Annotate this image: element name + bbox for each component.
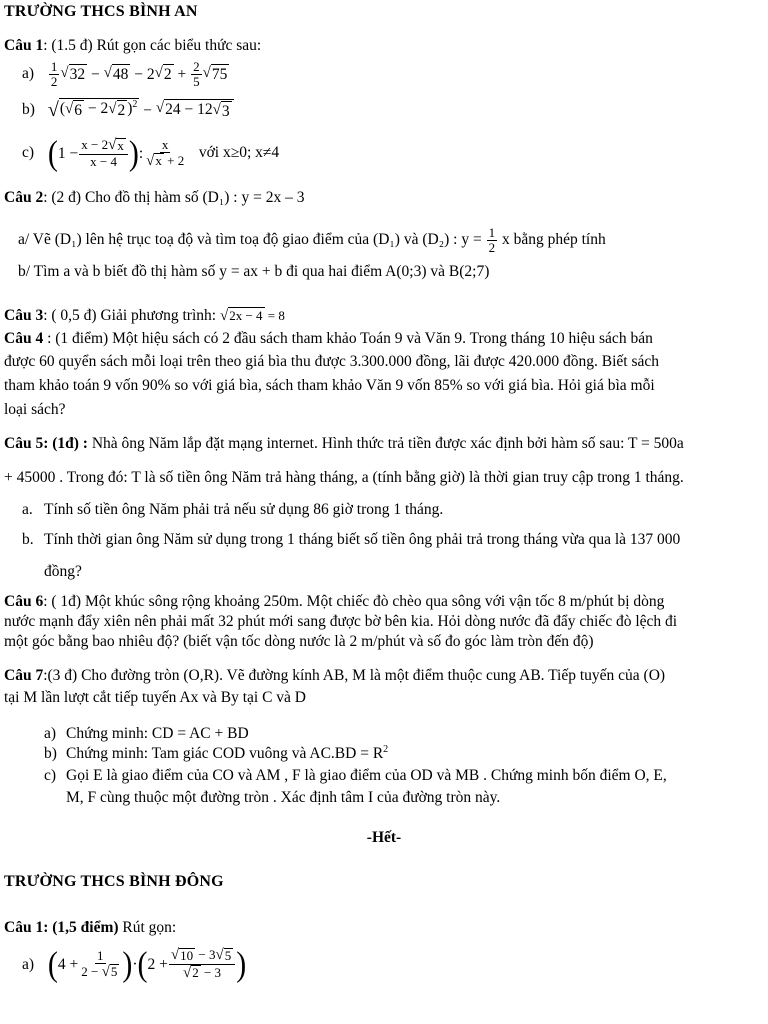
question-2-heading	[4, 188, 768, 207]
question-4-line-4: loại sách?	[4, 401, 66, 418]
question-3-equation: √ 2x − 4 = 8	[219, 308, 285, 325]
question-5-line-2: + 45000 . Trong đó: T là số tiền ông Năm trả hàng tháng, a (tính bằng giờ) là thời gian truy cập trong 1 tháng.	[4, 469, 684, 486]
section-2-question-1-heading	[4, 918, 768, 937]
question-1b-label: b)	[22, 101, 35, 119]
question-7b-text: Chứng minh: Tam giác COD vuông và AC.BD = R	[66, 745, 384, 763]
question-7a	[44, 724, 249, 743]
question-7-line-1	[4, 666, 768, 685]
question-5b-line-2: đồng?	[44, 563, 82, 580]
question-5a-label: a.	[22, 501, 33, 518]
question-1c	[22, 134, 280, 172]
section-2-question-1a-expression: ( 4 + 1 2 − √ 5 ) · ( 2 + √ 10 − 3 √ 5 √ 2 − 3 )	[47, 945, 247, 984]
section-2-question-1-text: Rút gọn:	[118, 919, 177, 936]
question-5a	[22, 500, 443, 519]
question-1c-label: c)	[22, 144, 35, 162]
question-7-label: Câu 7	[4, 667, 44, 684]
question-5b-label: b.	[22, 531, 34, 548]
question-7b-label: b)	[44, 745, 57, 763]
question-3-radicand: 2x − 4	[228, 307, 264, 326]
question-6-line-1	[4, 592, 768, 611]
question-3-heading	[4, 306, 768, 326]
question-1c-expression: ( 1 − x − 2 √ x x − 4 ) : x √ x + 2	[47, 134, 185, 172]
question-2-label: Câu 2	[4, 189, 44, 206]
question-1b	[22, 98, 234, 123]
question-4-line-1-text: : (1 điểm) Một hiệu sách có 2 đầu sách tham khảo Toán 9 và Văn 9. Trong tháng 10 hiệu sách bán	[43, 330, 653, 347]
question-7-line-2: tại M lần lượt cắt tiếp tuyến Ax và By tại C và D	[4, 689, 307, 706]
question-6-line-1-text: : ( 1đ) Một khúc sông rộng khoảng 250m. Một chiếc đò chèo qua sông với vận tốc 8 m/phút bị dòng	[43, 593, 665, 610]
question-3-rhs: = 8	[267, 308, 285, 324]
question-7b	[44, 744, 388, 764]
question-2-text: : (2 đ) Cho đồ thị hàm số (D₁) : y = 2x – 3	[43, 189, 305, 206]
question-6-label: Câu 6	[4, 593, 44, 610]
question-4-line-3: tham khảo toán 9 vốn 90% so với giá bìa, sách tham khảo Văn 9 vốn 85% so với giá bìa. Hỏi giá bìa mỗi	[4, 377, 655, 394]
question-2a-text: a/ Vẽ (D₁) lên hệ trục toạ độ và tìm toạ độ giao điểm của (D₁) và (D₂) : y =	[18, 231, 482, 249]
question-2a	[18, 226, 606, 255]
question-1-heading	[4, 36, 768, 55]
section-2-question-1a-label: a)	[22, 955, 35, 973]
question-7a-text: Chứng minh: CD = AC + BD	[66, 725, 249, 742]
question-7c-line-2: M, F cùng thuộc một đường tròn . Xác định tâm I của đường tròn này.	[66, 789, 501, 806]
section-2-question-1-label: Câu 1: (1,5 điểm)	[4, 919, 119, 936]
question-7c-text: Gọi E là giao điểm của CO và AM , F là giao điểm của OD và MB . Chứng minh bốn điểm O, E,	[66, 767, 667, 784]
question-1c-condition: với x≥0; x≠4	[198, 144, 280, 162]
question-7-line-1-text: :(3 đ) Cho đường tròn (O,R). Vẽ đường kính AB, M là một điểm thuộc cung AB. Tiếp tuyến của (O)	[43, 667, 666, 684]
section-2-question-1a	[22, 945, 247, 984]
question-1-text: : (1.5 đ) Rút gọn các biểu thức sau:	[43, 37, 262, 54]
question-1a	[22, 60, 229, 89]
question-4-label: Câu 4	[4, 330, 44, 347]
question-3-label: Câu 3	[4, 307, 44, 324]
question-2a-fraction: $\frac{1}{2}$	[488, 225, 496, 255]
question-1a-expression: $\frac{1}{2}$ √ 32 − √ 48 − 2 √ 2 + $\frac{2}{5}$ √ 75	[50, 59, 228, 89]
school-title-binh-an: TRƯỜNG THCS BÌNH AN	[4, 3, 198, 20]
question-4-line-1	[4, 329, 768, 348]
question-5b-text: Tính thời gian ông Năm sử dụng trong 1 tháng biết số tiền ông phải trả trong tháng vừa qua là 137 000	[44, 531, 681, 548]
question-4-line-2: được 60 quyển sách mỗi loại trên theo giá bìa thu được 3.300.000 đồng, lãi được 420.000 đồng. Biết sách	[4, 353, 660, 370]
question-7c	[44, 766, 667, 785]
question-1-label: Câu 1	[4, 37, 44, 54]
question-2a-tail: x bằng phép tính	[501, 231, 606, 249]
question-5a-text: Tính số tiền ông Năm phải trả nếu sử dụng 86 giờ trong 1 tháng.	[44, 501, 444, 518]
question-5-line-1	[4, 434, 768, 453]
question-5-label-suffix: : (1đ) :	[43, 435, 88, 452]
question-7c-label: c)	[44, 767, 57, 784]
question-5-label: Câu 5	[4, 435, 44, 452]
question-6-line-3: một góc bằng bao nhiêu độ? (biết vận tốc dòng nước là 2 m/phút và số đo góc làm tròn đến độ)	[4, 633, 594, 650]
question-6-line-2: nước mạnh đẩy xiên nên phải mất 32 phút mới sang được bờ bên kia. Hỏi dòng nước đã đẩy chiếc đò lệch đi	[4, 613, 678, 630]
question-2b: b/ Tìm a và b biết đồ thị hàm số y = ax + b đi qua hai điểm A(0;3) và B(2;7)	[18, 263, 490, 280]
question-5-line-1-text: Nhà ông Năm lắp đặt mạng internet. Hình thức trả tiền được xác định bởi hàm số sau: T = 500a	[87, 435, 684, 452]
school-title-binh-dong: TRƯỜNG THCS BÌNH ĐÔNG	[4, 873, 224, 890]
question-3-text: : ( 0,5 đ) Giải phương trình:	[43, 307, 217, 324]
question-5b	[22, 530, 680, 549]
question-1b-expression: √ ( √ 6 − 2 √ 2 )$^2$ − √ 24 − 12 √ 3	[48, 98, 234, 123]
question-7b-superscript: 2	[383, 744, 389, 755]
question-7a-label: a)	[44, 725, 57, 742]
question-1a-label: a)	[22, 65, 35, 83]
end-marker: -Hết-	[366, 829, 402, 846]
